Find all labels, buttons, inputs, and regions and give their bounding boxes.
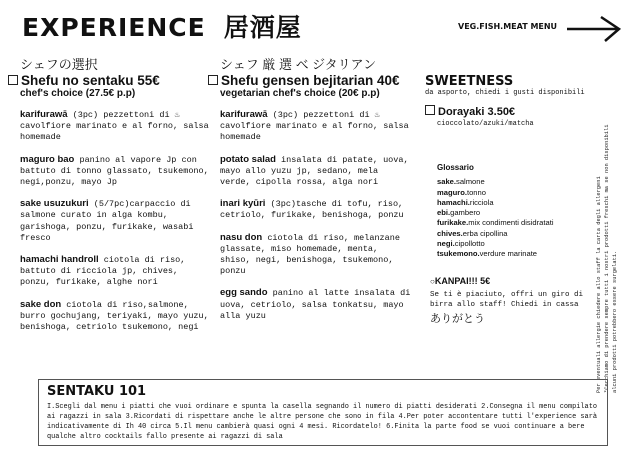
kanpai-title: KANPAI!!! 5€ <box>434 276 491 286</box>
sweetness-subtitle: da asporto, chiedi i gusti disponibili <box>425 89 585 97</box>
menu-item: nasu don ciotola di riso, melanzane glassate, miso homemade, menta, shiso, negi, benishoga, tsukemono, ponzu <box>220 231 400 277</box>
veg-choice-checkbox[interactable] <box>208 75 218 85</box>
glossary-entry: hamachi.ricciola <box>437 197 494 207</box>
glossary-entry: tsukemono.verdure marinate <box>437 249 538 259</box>
kanpai-jp: ありがとう <box>430 313 485 325</box>
glossary-entry: furikake.mix condimenti disidratati <box>437 218 554 228</box>
sweetness-title: SWEETNESS <box>425 74 514 89</box>
menu-item: potato salad insalata di patate, uova, mayo allo yuzu jp, sedano, mela verde, cipolla rossa, alga nori <box>220 153 409 188</box>
sweetness-section <box>425 74 595 128</box>
kanpai-checkbox[interactable]: ○ <box>430 277 435 286</box>
veg-choice-subtitle: vegetarian chef's choice (20€ p.p) <box>220 88 380 99</box>
chef-choice-section <box>8 54 213 343</box>
glossary-entry: sake.salmone <box>437 177 485 187</box>
kanpai-text: Se ti è piaciuto, offri un giro di birra allo staff! Chiedi in cassa <box>430 291 584 309</box>
kanpai-section <box>430 276 600 326</box>
chef-choice-subtitle: chef's choice (27.5€ p.p) <box>20 88 136 99</box>
vegetarian-section <box>208 54 413 332</box>
sentaku-title: SENTAKU 101 <box>47 384 147 399</box>
veg-fish-meat-menu-link[interactable]: VEG.FISH.MEAT MENU <box>458 22 558 31</box>
menu-item: egg sando panino al latte insalata di uova, cetriolo, salsa tonkatsu, mayo alla yuzu <box>220 287 411 321</box>
menu-item: karifurawā (3pc) pezzettoni di ♨ cavolfiore marinato e al forno, salsa homemade <box>220 109 409 143</box>
page-title <box>22 8 302 44</box>
chef-choice-title: Shefu no sentaku 55€ <box>21 73 160 88</box>
glossary <box>437 163 554 260</box>
menu-item: sake usuzukuri (5/7pc)carpaccio di salmone curato in alga kombu, garishoga, ponzu, furikake, wasabi fresco <box>20 198 194 243</box>
glossary-title: Glossario <box>437 163 474 172</box>
fresh-products-note: *Cerchiamo di prendere sempre tutti i nostri prodotti freschi ma se non disponibili alcuni prodotti potrebbero essere surgelati. <box>604 124 618 393</box>
allergy-line: Per eventuali allergie chiedere allo staff la carta degli allergeni <box>596 176 602 393</box>
veg-choice-title: Shefu gensen bejitarian 40€ <box>221 73 400 88</box>
menu-item: sake don ciotola di riso,salmone, burro gochujang, teriyaki, mayo yuzu, benishoga, cetriolo tsukemono, negi <box>20 298 209 333</box>
glossary-entry: maguro.tonno <box>437 187 486 197</box>
sentaku-101-box <box>38 379 608 446</box>
chef-jp-heading: シェフの選択 <box>20 57 98 72</box>
glossary-entry: negi.cipollotto <box>437 239 485 249</box>
dorayaki-flavors: cioccolato/azuki/matcha <box>437 120 534 128</box>
sentaku-instructions: I.Scegli dal menu i piatti che vuoi ordinare e spunta la casella segnando il numero di piatti desiderati 2.Consegna il menu compilato ai ragazzi in sala 3.Ricordati di rispettare anche le altre persone che sono in fila 4.Per poter accontentare tutti l'experience sarà indicativamente di Ih 40 circa 5.Il menu cambierà quasi ogni 4 mesi. Ricordatelo! 6.Finita la parte food se vuoi continuare a bere qualche altro cocktails fallo presente ai ragazzi di sala <box>47 403 597 441</box>
arrow-right-icon[interactable] <box>565 14 625 44</box>
glossary-entry: ebi.gambero <box>437 208 481 218</box>
glossary-entry: chives.erba cipollina <box>437 228 508 238</box>
menu-item: karifurawā (3pc) pezzettoni di ♨ cavolfiore marinato e al forno, salsa homemade <box>20 109 209 143</box>
title-jp: 居酒屋 <box>223 13 302 42</box>
veg-jp-heading: シェフ 厳 選 ベ ジタリアン <box>220 57 377 72</box>
dorayaki-title: Dorayaki 3.50€ <box>438 106 516 118</box>
allergy-note <box>595 103 619 393</box>
dorayaki-checkbox[interactable] <box>425 105 435 115</box>
chef-choice-checkbox[interactable] <box>8 75 18 85</box>
menu-item: inari kyūri (3pc)tasche di tofu, riso, cetriolo, furikake, benishoga, ponzu <box>220 198 404 221</box>
menu-item: maguro bao panino al vapore Jp con battuto di tonno glassato, tsukemono, negi,ponzu, mayo Jp <box>20 153 209 188</box>
menu-item: hamachi handroll ciotola di riso, battuto di ricciola jp, chives, ponzu, furikake, alghe nori <box>20 254 186 288</box>
title-text: EXPERIENCE <box>22 13 206 42</box>
